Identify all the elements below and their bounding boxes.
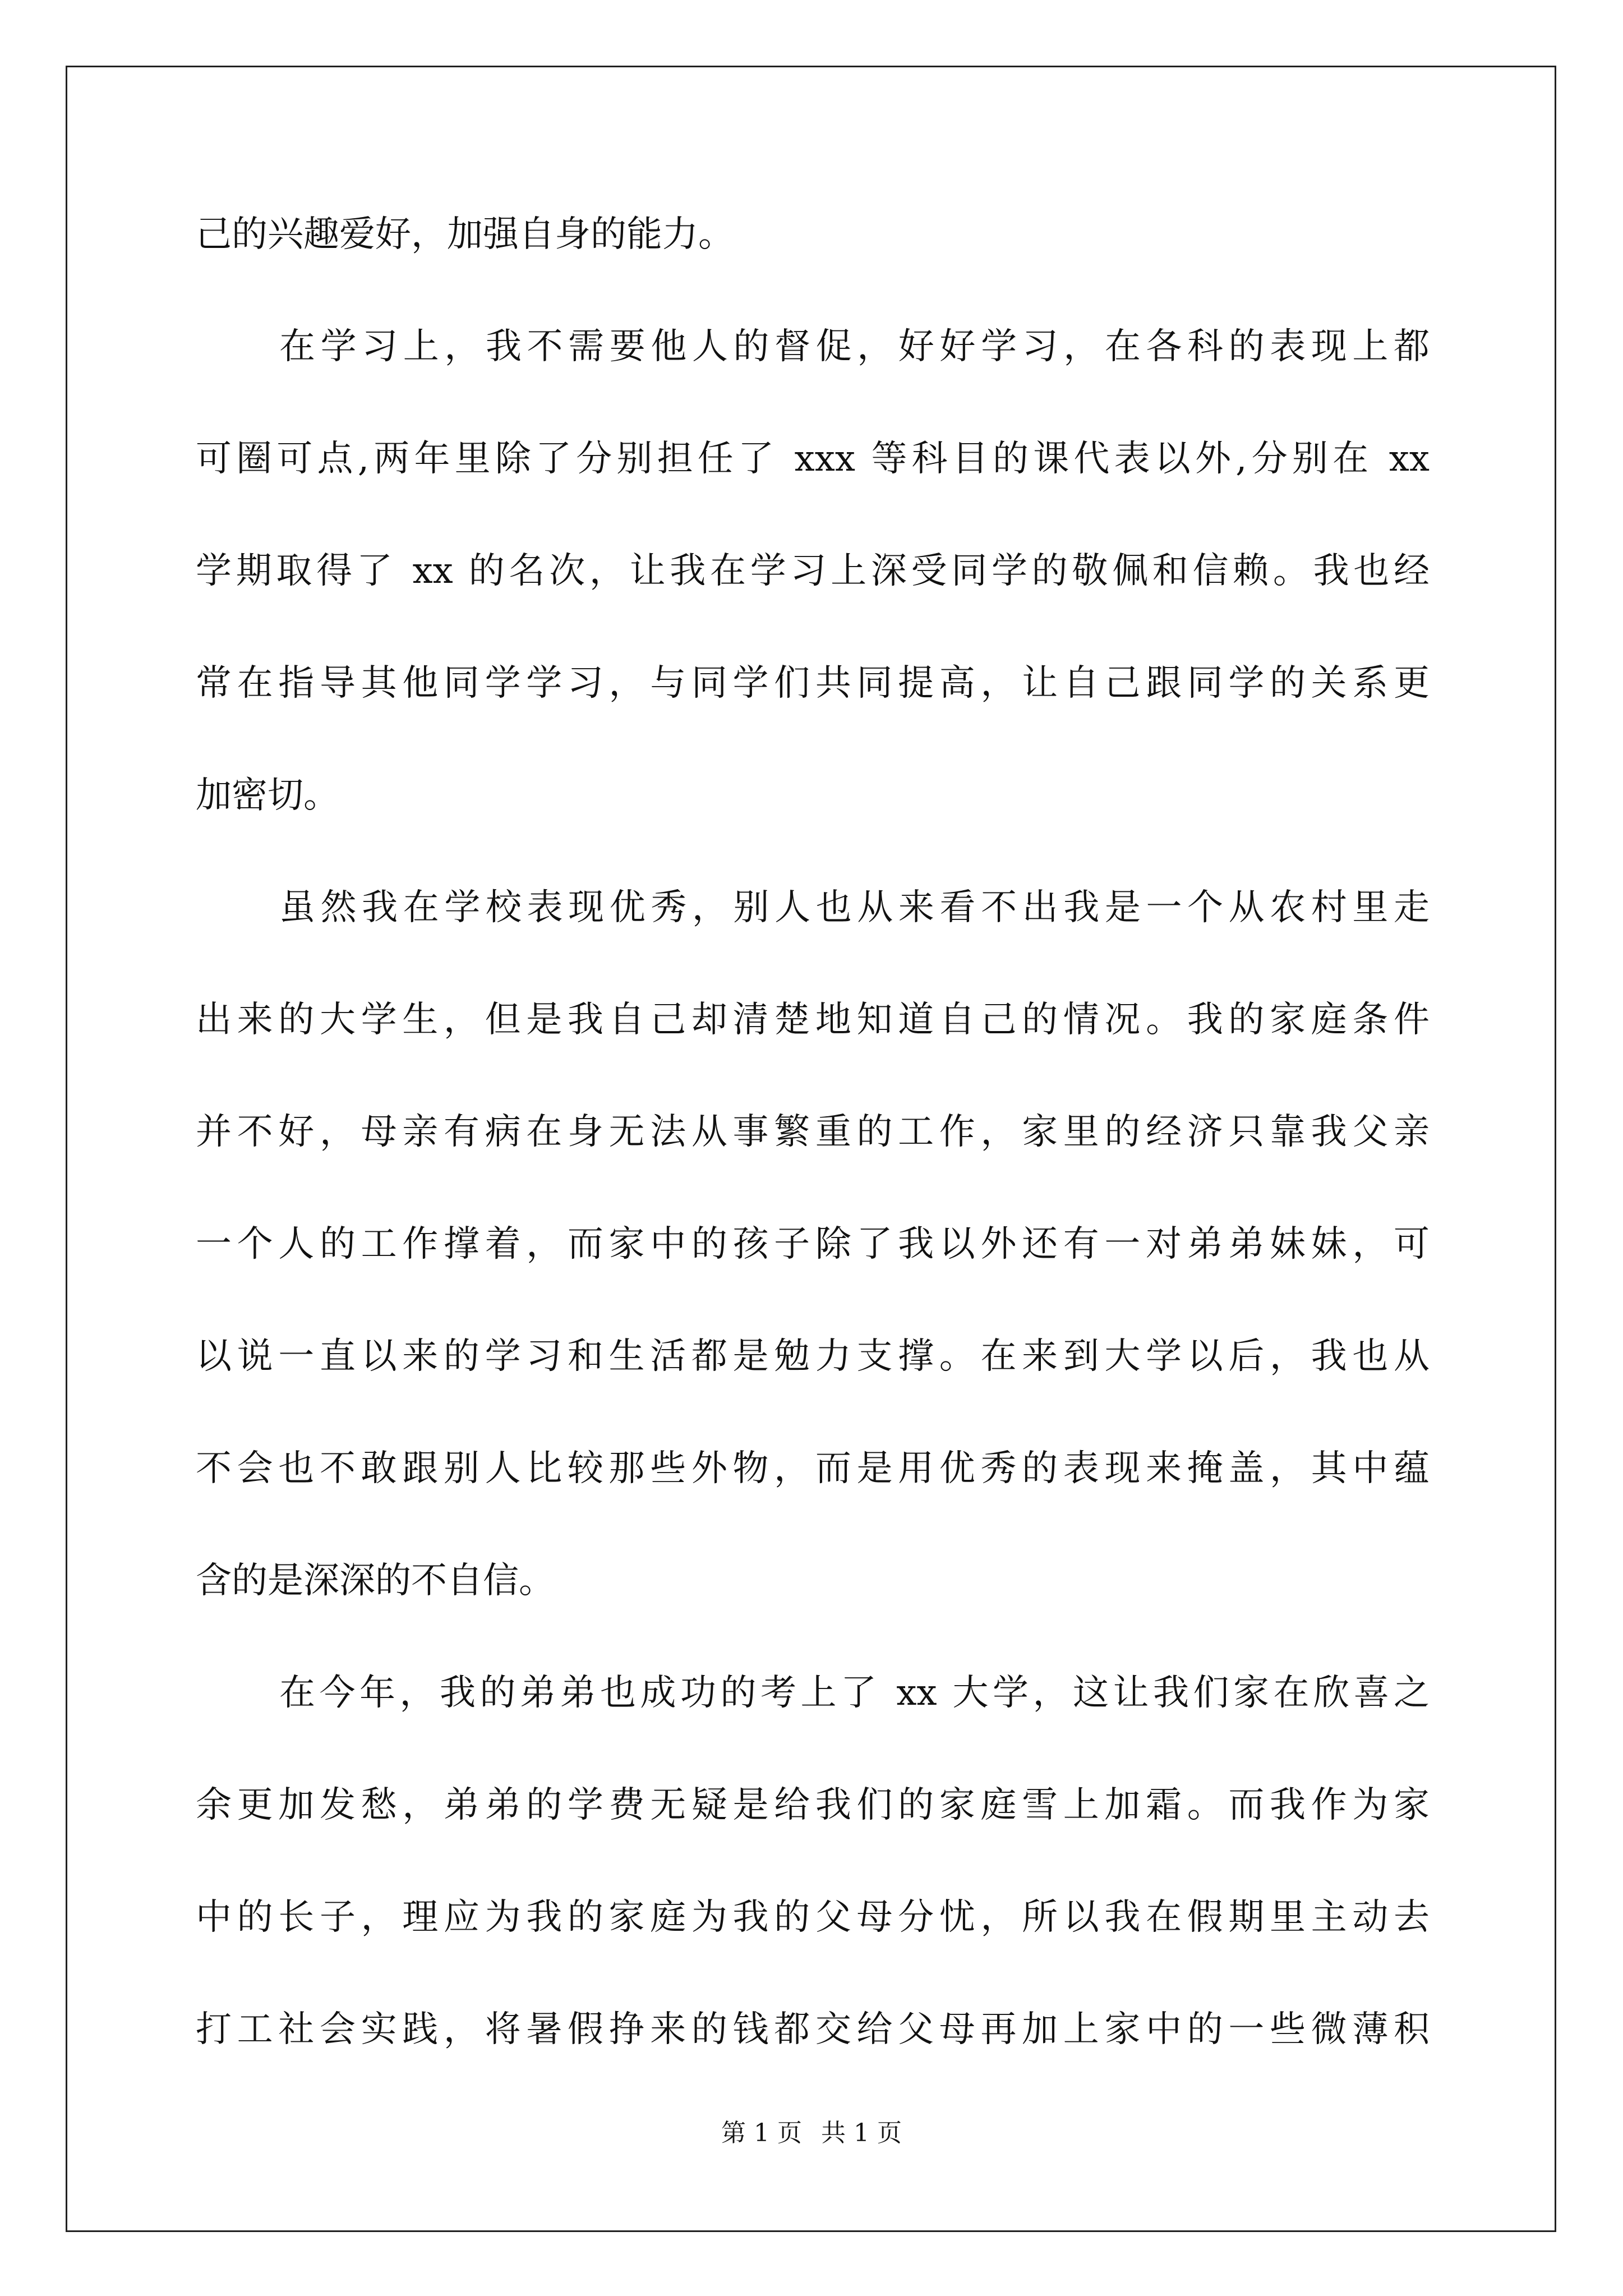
text-line: 常在指导其他同学学习，与同学们共同提高，让自己跟同学的关系更 [196, 662, 1430, 704]
text-line: 打工社会实践，将暑假挣来的钱都交给父母再加上家中的一些微薄积 [196, 2009, 1430, 2050]
text-line: 虽然我在学校表现优秀，别人也从来看不出我是一个从农村里走 [279, 887, 1430, 928]
text-line: 可圈可点,两年里除了分别担任了 xxx 等科目的课代表以外,分别在 xx [196, 438, 1430, 480]
text-line: 并不好，母亲有病在身无法从事繁重的工作，家里的经济只靠我父亲 [196, 1111, 1430, 1153]
page-number: 第 1 页 [721, 2119, 802, 2147]
text-line: 出来的大学生，但是我自己却清楚地知道自己的情况。我的家庭条件 [196, 999, 1430, 1041]
text-line: 中的长子，理应为我的家庭为我的父母分忧，所以我在假期里主动去 [196, 1897, 1430, 1938]
text-line: 在今年，我的弟弟也成功的考上了 xx 大学，这让我们家在欣喜之 [279, 1672, 1430, 1714]
text-line: 余更加发愁，弟弟的学费无疑是给我们的家庭雪上加霜。而我作为家 [196, 1784, 1430, 1826]
text-line: 在学习上，我不需要他人的督促，好好学习，在各科的表现上都 [279, 326, 1430, 367]
text-line: 含的是深深的不自信。 [196, 1560, 555, 1602]
text-line: 以说一直以来的学习和生活都是勉力支撑。在来到大学以后，我也从 [196, 1336, 1430, 1377]
text-line: 学期取得了 xx 的名次，让我在学习上深受同学的敬佩和信赖。我也经 [196, 550, 1430, 592]
page-total: 共 1 页 [821, 2119, 902, 2147]
page-footer [0, 2118, 1623, 2149]
text-line: 加密切。 [196, 775, 339, 816]
text-line: 不会也不敢跟别人比较那些外物，而是用优秀的表现来掩盖，其中蕴 [196, 1448, 1430, 1489]
text-line: 一个人的工作撑着，而家中的孩子除了我以外还有一对弟弟妹妹，可 [196, 1223, 1430, 1265]
text-line: 己的兴趣爱好，加强自身的能力。 [196, 214, 734, 255]
